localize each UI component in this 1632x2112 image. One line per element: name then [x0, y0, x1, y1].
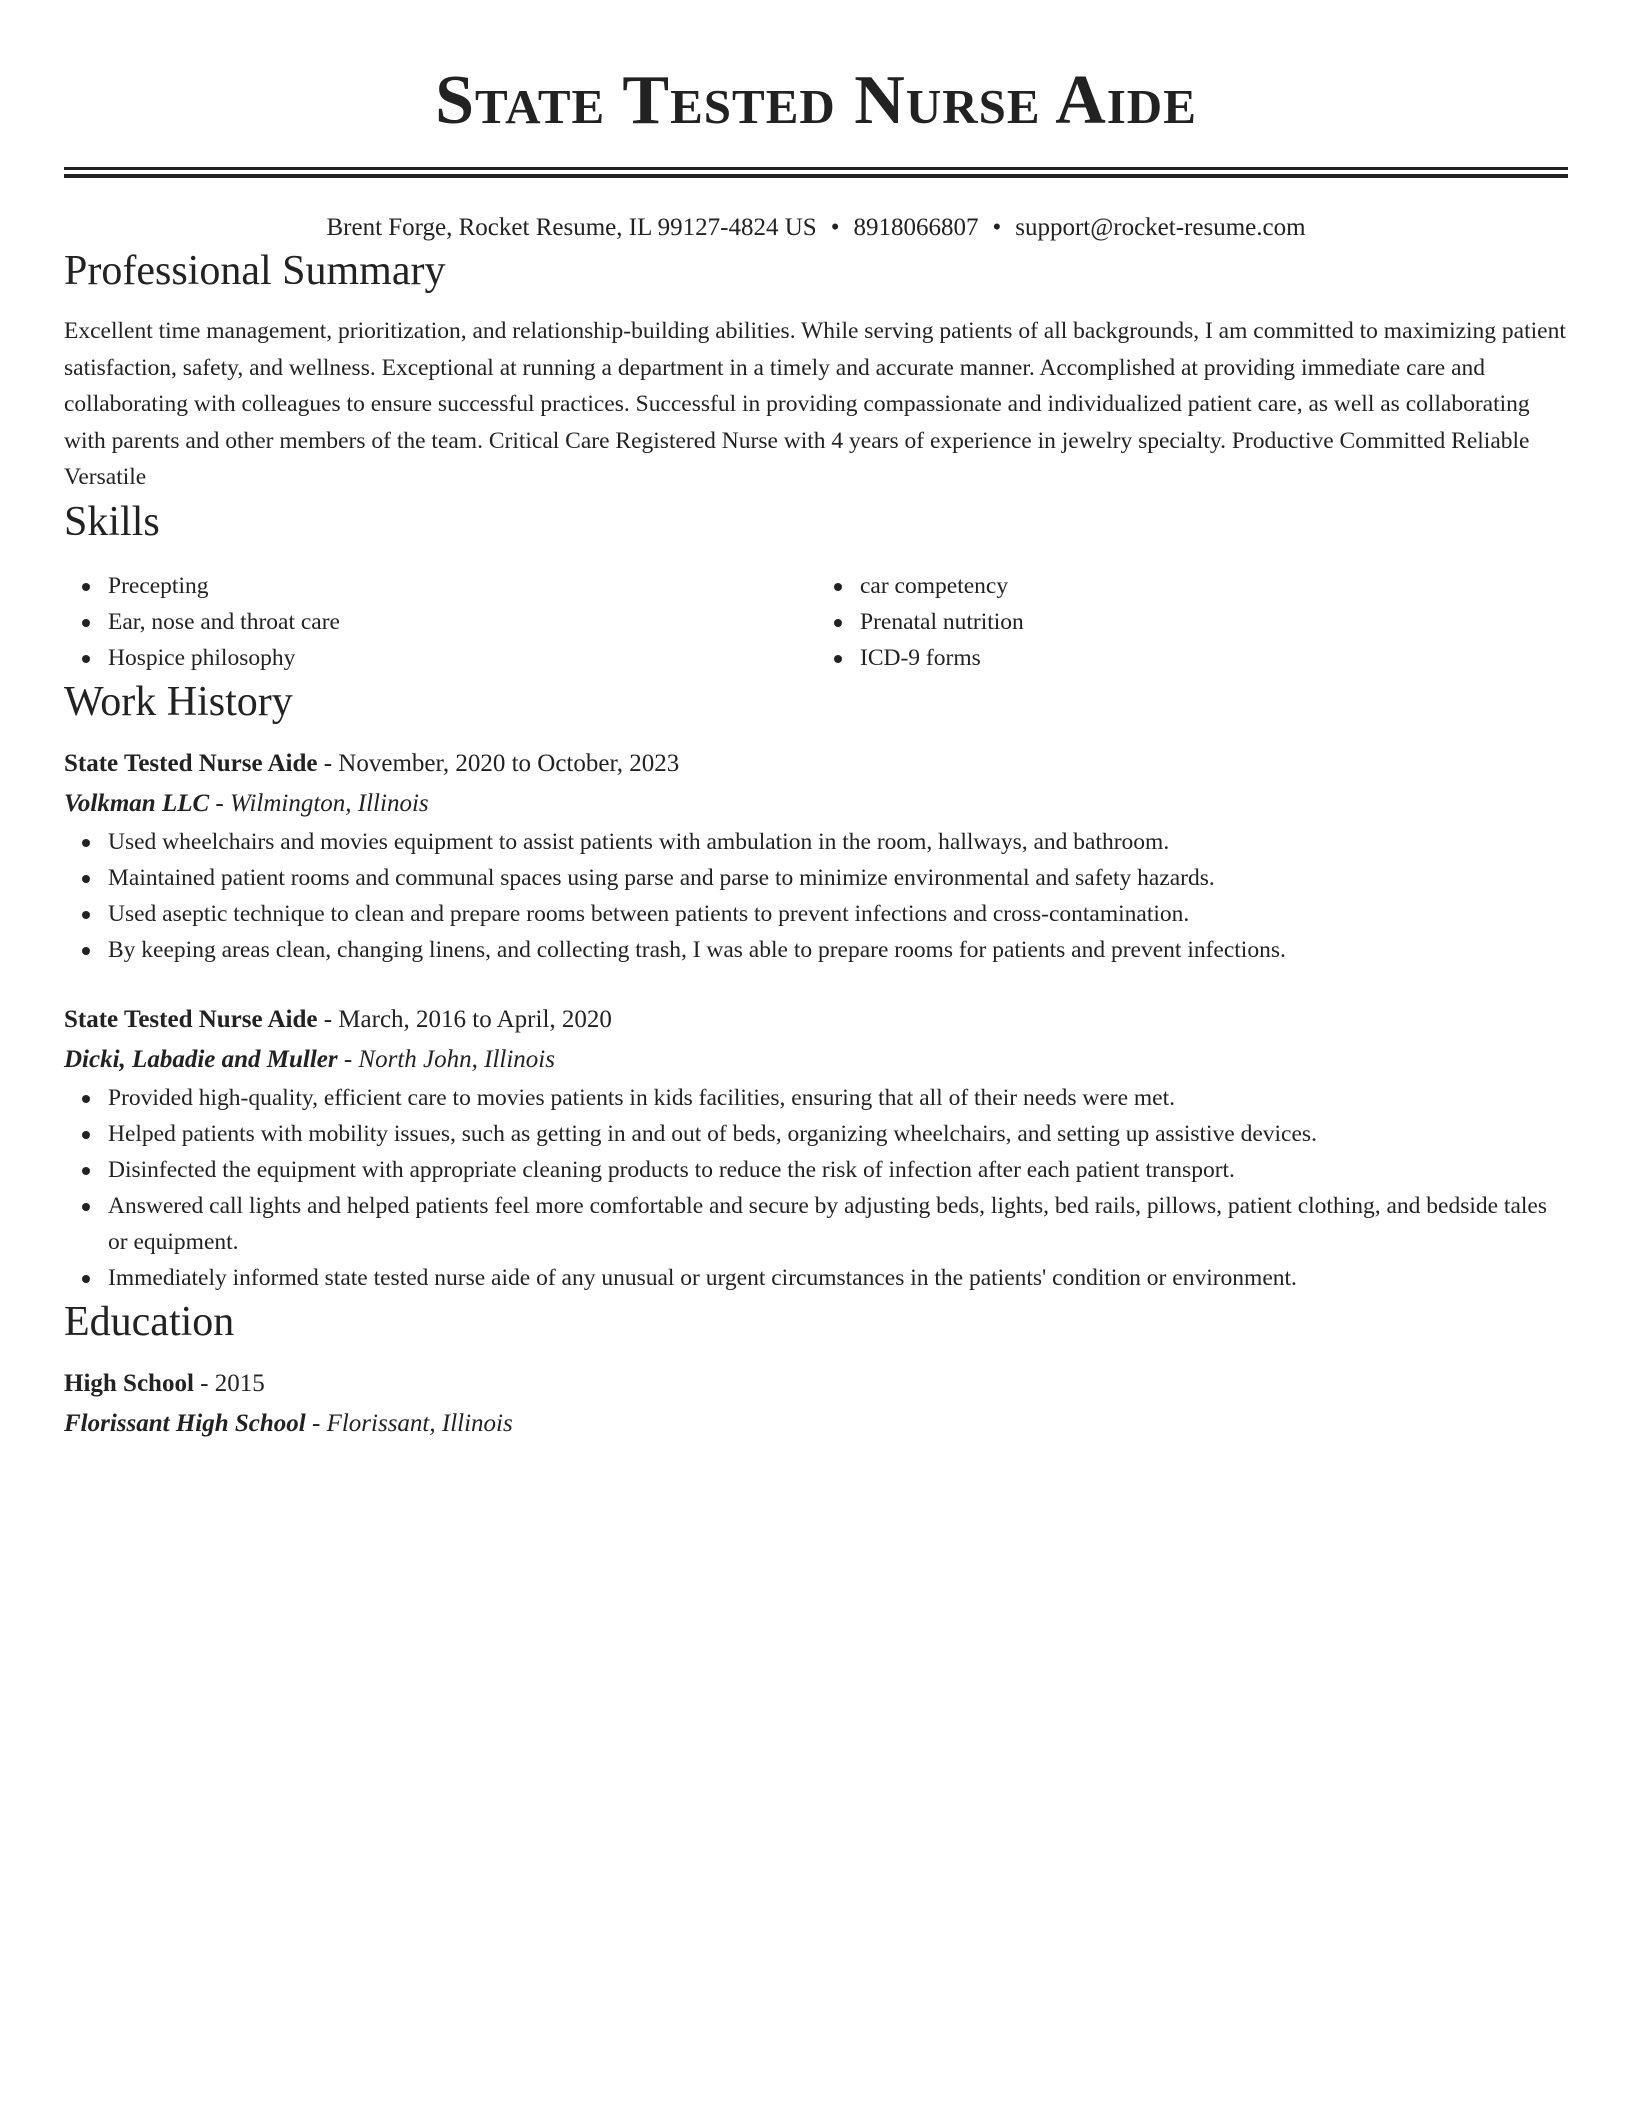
- resume-title: State Tested Nurse Aide: [435, 62, 1197, 139]
- duty-item: Immediately informed state tested nurse aide of any unusual or urgent circumstances in the patients' condition or environment.: [108, 1260, 1568, 1296]
- duty-item: By keeping areas clean, changing linens, and collecting trash, I was able to prepare rooms for patients and prevent infections.: [108, 932, 1568, 968]
- skill-item: Hospice philosophy: [108, 640, 816, 676]
- summary-text: Excellent time management, prioritization, and relationship-building abilities. While serving patients of all backgrounds, I am committed to maximizing patient satisfaction, safety, and wellness. Exceptional at running a department in a timely and accurate manner. Accomplished at providing immediate care and collaborating with colleagues to ensure successful practices. Successful in providing compassionate and individualized patient care, as well as collaborating with parents and other members of the team. Critical Care Registered Nurse with 4 years of experience in jewelry specialty. Productive Committed Reliable Versatile: [64, 318, 1566, 490]
- contact-phone: 8918066807: [853, 214, 979, 241]
- duty-item: Maintained patient rooms and communal spaces using parse and parse to minimize environmental and safety hazards.: [108, 860, 1568, 896]
- employer-location: - North John, Illinois: [337, 1045, 555, 1073]
- duty-item: Used wheelchairs and movies equipment to assist patients with ambulation in the room, hallways, and bathroom.: [108, 824, 1568, 860]
- bullet-icon: [834, 619, 842, 627]
- bullet-icon: [82, 947, 90, 955]
- contact-email: support@rocket-resume.com: [1015, 214, 1306, 241]
- skills-column-right: [816, 568, 1568, 676]
- duty-item: Disinfected the equipment with appropriate cleaning products to reduce the risk of infection after each patient transport.: [108, 1152, 1568, 1188]
- job-title: State Tested Nurse Aide: [64, 749, 318, 777]
- skills-column-left: [64, 568, 816, 676]
- bullet-icon: [82, 911, 90, 919]
- job-title: State Tested Nurse Aide: [64, 1005, 318, 1033]
- job-entry: [64, 1000, 1568, 1296]
- bullet-icon: [82, 1095, 90, 1103]
- school-name: Florissant High School: [64, 1409, 306, 1437]
- bullet-icon: [82, 875, 90, 883]
- job-duties: [64, 1080, 1568, 1296]
- skill-item: Prenatal nutrition: [860, 604, 1568, 640]
- summary-heading: Professional Summary: [64, 248, 446, 294]
- graduation-year: - 2015: [193, 1369, 265, 1397]
- bullet-icon: [82, 1167, 90, 1175]
- bullet-icon: [82, 1203, 90, 1211]
- title-divider: [64, 167, 1568, 178]
- duty-item: Provided high-quality, efficient care to movies patients in kids facilities, ensuring that all of their needs were met.: [108, 1080, 1568, 1116]
- employer-line: [64, 1040, 1568, 1080]
- contact-separator: •: [992, 214, 1002, 241]
- employer-location: - Wilmington, Illinois: [209, 789, 429, 817]
- job-dates: - November, 2020 to October, 2023: [317, 749, 680, 777]
- skill-item: car competency: [860, 568, 1568, 604]
- skills-heading: Skills: [64, 498, 160, 545]
- job-duties: [64, 824, 1568, 968]
- skill-item: Precepting: [108, 568, 816, 604]
- education-heading: Education: [64, 1298, 235, 1345]
- bullet-icon: [82, 839, 90, 847]
- bullet-icon: [82, 1275, 90, 1283]
- skill-item: Ear, nose and throat care: [108, 604, 816, 640]
- job-title-line: [64, 744, 1568, 784]
- degree-name: High School: [64, 1369, 194, 1397]
- bullet-icon: [82, 583, 90, 591]
- skill-item: ICD-9 forms: [860, 640, 1568, 676]
- bullet-icon: [834, 583, 842, 591]
- bullet-icon: [82, 655, 90, 663]
- contact-separator: •: [830, 214, 840, 241]
- work-history-heading: Work History: [64, 678, 293, 725]
- duty-item: Helped patients with mobility issues, such as getting in and out of beds, organizing wheelchairs, and setting up assistive devices.: [108, 1116, 1568, 1152]
- duty-item: Answered call lights and helped patients feel more comfortable and secure by adjusting beds, lights, bed rails, pillows, patient clothing, and bedside tales or equipment.: [108, 1188, 1568, 1260]
- duty-item: Used aseptic technique to clean and prepare rooms between patients to prevent infections and cross-contamination.: [108, 896, 1568, 932]
- degree-line: [64, 1364, 1568, 1404]
- skills-list: [64, 568, 1568, 676]
- employer-name: Dicki, Labadie and Muller: [64, 1045, 338, 1073]
- school-location: - Florissant, Illinois: [305, 1409, 513, 1437]
- bullet-icon: [82, 1131, 90, 1139]
- bullet-icon: [82, 619, 90, 627]
- employer-name: Volkman LLC: [64, 789, 210, 817]
- bullet-icon: [834, 655, 842, 663]
- school-line: [64, 1404, 1568, 1444]
- job-entry: [64, 744, 1568, 968]
- job-dates: - March, 2016 to April, 2020: [317, 1005, 612, 1033]
- contact-line: [64, 211, 1568, 245]
- job-title-line: [64, 1000, 1568, 1040]
- contact-address: Brent Forge, Rocket Resume, IL 99127-4824 US: [326, 214, 817, 241]
- employer-line: [64, 784, 1568, 824]
